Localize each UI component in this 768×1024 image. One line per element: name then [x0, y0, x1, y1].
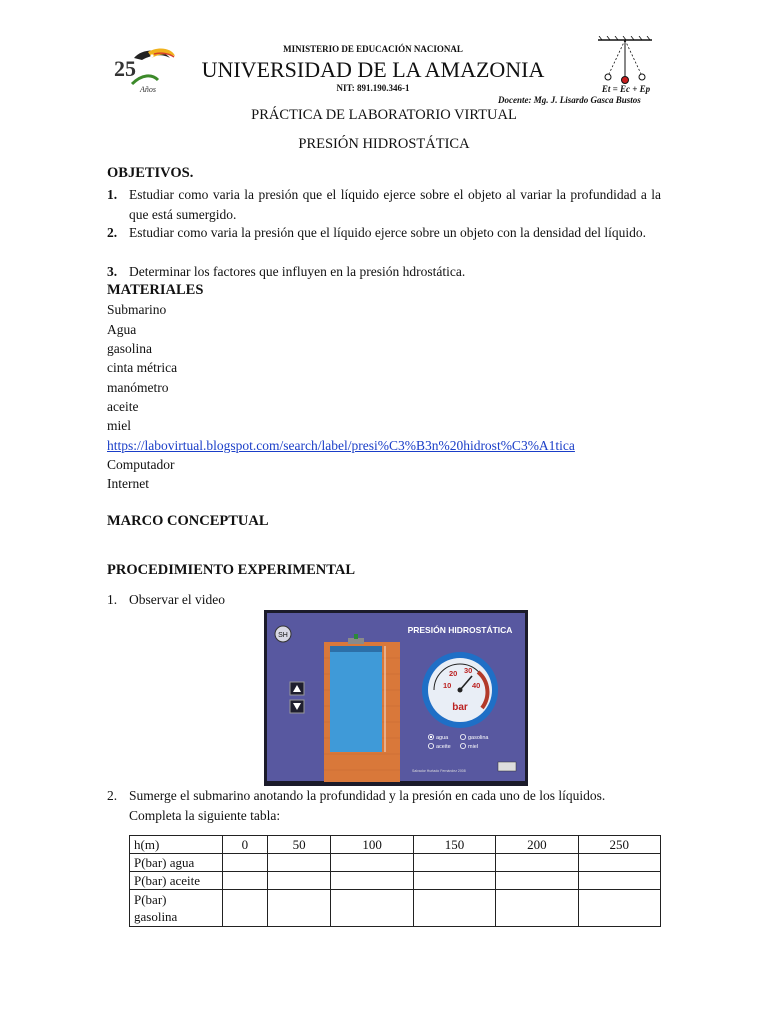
simulation-link[interactable]: https://labovirtual.blogspot.com/search/label/presi%C3%B3n%20hidrost%C3%A1tica — [107, 438, 575, 453]
table-cell — [331, 890, 413, 927]
table-cell — [496, 890, 578, 927]
university-name: UNIVERSIDAD DE LA AMAZONIA — [201, 57, 545, 82]
simulation-badge: SH — [278, 632, 288, 639]
row-label — [130, 890, 223, 927]
material-item: miel — [107, 418, 131, 433]
table-cell — [267, 872, 331, 890]
teacher-name: Docente: Mg. J. Lisardo Gasca Bustos — [498, 95, 641, 105]
row-label-line: gasolina — [134, 909, 178, 924]
logo-number: 25 — [114, 56, 136, 81]
ministry-name: MINISTERIO DE EDUCACIÓN NACIONAL — [283, 44, 463, 54]
gauge-tick: 10 — [443, 681, 452, 690]
table-cell — [578, 890, 660, 927]
procedure-heading: PROCEDIMIENTO EXPERIMENTAL — [107, 562, 356, 578]
objective-number: 1. — [107, 187, 118, 202]
table-cell — [578, 854, 660, 872]
liquid-option: agua — [436, 735, 449, 741]
table-header-cell: 50 — [267, 836, 331, 854]
table-cell — [267, 890, 331, 927]
step-number: 2. — [107, 788, 118, 803]
table-cell — [223, 890, 268, 927]
row-label: P(bar) agua — [130, 854, 223, 872]
table-cell — [578, 872, 660, 890]
university-anniversary-logo — [112, 44, 176, 96]
practice-subtitle: PRESIÓN HIDROSTÁTICA — [298, 136, 470, 152]
table-cell — [496, 872, 578, 890]
step-number: 1. — [107, 592, 118, 607]
conceptual-heading: MARCO CONCEPTUAL — [107, 513, 269, 529]
table-cell — [331, 854, 413, 872]
material-item: Internet — [107, 476, 149, 491]
logo-word: Años — [140, 85, 156, 94]
objectives-list — [0, 185, 768, 285]
liquid-option: aceite — [436, 744, 451, 750]
simulation-screenshot — [264, 610, 528, 786]
table-header-cell: h(m) — [130, 836, 223, 854]
gauge-unit: bar — [452, 702, 468, 713]
table-header-cell: 250 — [578, 836, 660, 854]
practice-title: PRÁCTICA DE LABORATORIO VIRTUAL — [251, 107, 517, 123]
table-cell — [267, 854, 331, 872]
energy-formula: Et = Ec + Ep — [601, 84, 651, 94]
table-header-cell: 0 — [223, 836, 268, 854]
material-item: cinta métrica — [107, 360, 178, 375]
material-item: gasolina — [107, 341, 152, 356]
row-label-line: P(bar) — [134, 892, 167, 907]
objective-number: 2. — [107, 225, 118, 240]
material-item: Computador — [107, 457, 175, 472]
liquid-option: gasolina — [468, 735, 489, 741]
material-item: aceite — [107, 399, 139, 414]
table-cell — [413, 890, 495, 927]
table-cell — [331, 872, 413, 890]
material-item: Agua — [107, 322, 137, 337]
table-row — [130, 890, 661, 927]
row-label: P(bar) aceite — [130, 872, 223, 890]
objectives-heading: OBJETIVOS. — [107, 165, 194, 181]
simulation-title: PRESIÓN HIDROSTÁTICA — [407, 625, 513, 635]
material-item: Submarino — [107, 302, 167, 317]
step-text: Sumerge el submarino anotando la profundidad y la presión en cada uno de los líquidos. Completa la siguiente tabla: — [129, 788, 606, 823]
liquid-option: miel — [468, 744, 479, 750]
objective-text: Estudiar como varia la presión que el líquido ejerce sobre un objeto con la densidad del líquido. — [129, 225, 646, 240]
table-cell — [413, 872, 495, 890]
gauge-tick: 30 — [464, 666, 473, 675]
nit-number: NIT: 891.190.346-1 — [336, 83, 410, 93]
objective-text: Determinar los factores que influyen en la presión hdrostática. — [129, 264, 466, 279]
table-row — [130, 836, 661, 854]
table-header-cell: 100 — [331, 836, 413, 854]
results-table — [129, 835, 661, 927]
table-cell — [223, 854, 268, 872]
table-header-cell: 150 — [413, 836, 495, 854]
table-cell — [496, 854, 578, 872]
table-cell — [223, 872, 268, 890]
step-text: Observar el video — [129, 592, 225, 607]
simulation-credit: Salvador Hurtado Fernández 2008 — [412, 769, 466, 773]
material-item: manómetro — [107, 380, 169, 395]
table-row — [130, 872, 661, 890]
table-header-cell: 200 — [496, 836, 578, 854]
gauge-tick: 40 — [472, 681, 481, 690]
materials-heading: MATERIALES — [107, 282, 204, 298]
objective-text: Estudiar como varia la presión que el líquido ejerce sobre el objeto al variar la profundidad a la que está sumergido. — [129, 187, 661, 222]
objective-number: 3. — [107, 264, 118, 279]
gauge-tick: 20 — [449, 669, 458, 678]
table-cell — [413, 854, 495, 872]
table-row — [130, 854, 661, 872]
